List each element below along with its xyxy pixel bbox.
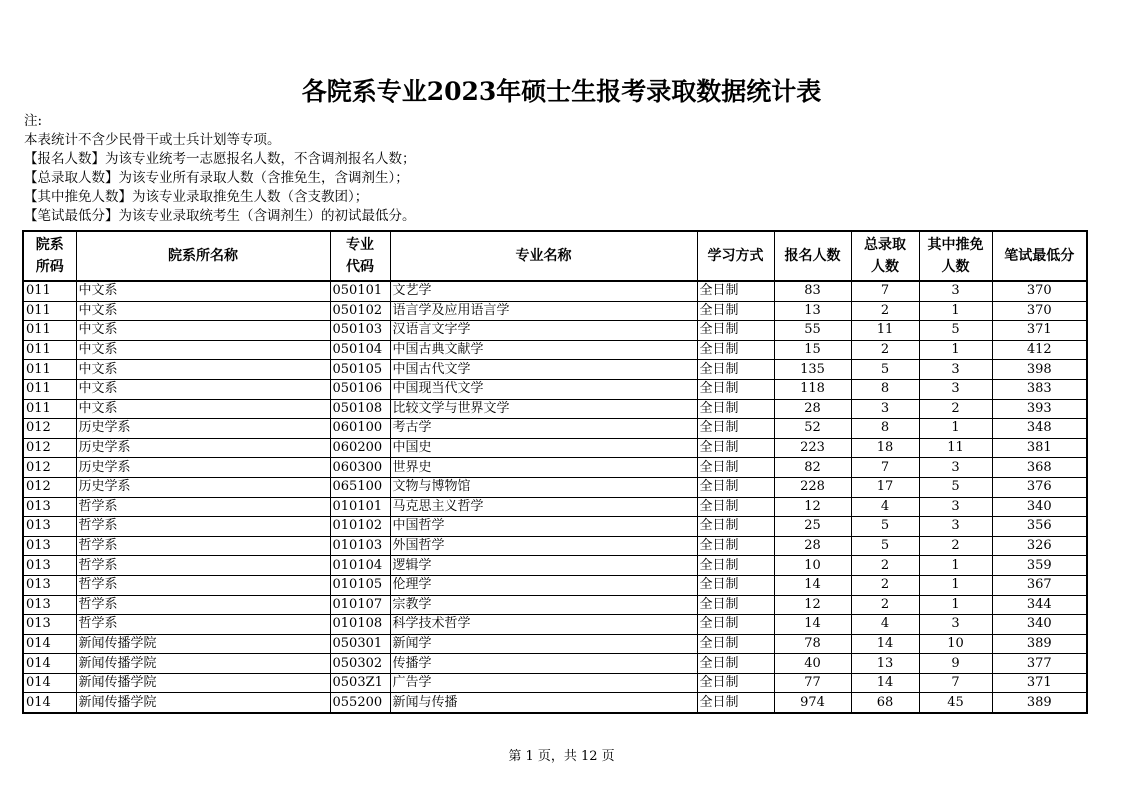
header-major-name: 专业名称 bbox=[390, 231, 697, 281]
cell-admitted: 2 bbox=[851, 575, 919, 595]
cell-exempt: 1 bbox=[919, 301, 992, 321]
cell-min-score: 359 bbox=[992, 556, 1087, 576]
cell-dept-code: 012 bbox=[23, 477, 76, 497]
cell-dept-code: 013 bbox=[23, 517, 76, 537]
cell-admitted: 14 bbox=[851, 634, 919, 654]
cell-study-mode: 全日制 bbox=[697, 595, 774, 615]
cell-min-score: 393 bbox=[992, 399, 1087, 419]
cell-major-code: 050108 bbox=[330, 399, 390, 419]
cell-exempt: 45 bbox=[919, 693, 992, 713]
cell-major-name: 汉语言文字学 bbox=[390, 321, 697, 341]
notes-block bbox=[24, 112, 416, 226]
cell-major-name: 科学技术哲学 bbox=[390, 615, 697, 635]
cell-study-mode: 全日制 bbox=[697, 379, 774, 399]
table-row bbox=[23, 693, 1087, 713]
cell-study-mode: 全日制 bbox=[697, 517, 774, 537]
cell-major-code: 050105 bbox=[330, 360, 390, 380]
cell-applicants: 52 bbox=[774, 419, 851, 439]
cell-exempt: 10 bbox=[919, 634, 992, 654]
cell-study-mode: 全日制 bbox=[697, 615, 774, 635]
cell-major-name: 中国史 bbox=[390, 438, 697, 458]
table-row bbox=[23, 575, 1087, 595]
table-row bbox=[23, 321, 1087, 341]
cell-major-code: 010107 bbox=[330, 595, 390, 615]
cell-major-name: 逻辑学 bbox=[390, 556, 697, 576]
table-row bbox=[23, 556, 1087, 576]
cell-dept-name: 历史学系 bbox=[76, 477, 330, 497]
cell-dept-code: 013 bbox=[23, 556, 76, 576]
page-footer: 第 1 页，共 12 页 bbox=[508, 749, 615, 764]
cell-dept-name: 哲学系 bbox=[76, 615, 330, 635]
cell-admitted: 2 bbox=[851, 340, 919, 360]
cell-applicants: 228 bbox=[774, 477, 851, 497]
cell-study-mode: 全日制 bbox=[697, 556, 774, 576]
cell-dept-name: 中文系 bbox=[76, 340, 330, 360]
cell-exempt: 5 bbox=[919, 477, 992, 497]
cell-min-score: 376 bbox=[992, 477, 1087, 497]
cell-major-name: 中国古典文献学 bbox=[390, 340, 697, 360]
cell-min-score: 381 bbox=[992, 438, 1087, 458]
cell-major-code: 050103 bbox=[330, 321, 390, 341]
cell-min-score: 326 bbox=[992, 536, 1087, 556]
cell-admitted: 7 bbox=[851, 458, 919, 478]
table-row bbox=[23, 379, 1087, 399]
cell-applicants: 135 bbox=[774, 360, 851, 380]
cell-exempt: 7 bbox=[919, 673, 992, 693]
cell-major-code: 060200 bbox=[330, 438, 390, 458]
table-row bbox=[23, 654, 1087, 674]
header-major-code: 专业 代码 bbox=[330, 231, 390, 281]
cell-dept-name: 新闻传播学院 bbox=[76, 654, 330, 674]
cell-dept-name: 历史学系 bbox=[76, 438, 330, 458]
cell-admitted: 7 bbox=[851, 281, 919, 301]
cell-dept-code: 013 bbox=[23, 536, 76, 556]
cell-applicants: 25 bbox=[774, 517, 851, 537]
cell-major-name: 宗教学 bbox=[390, 595, 697, 615]
cell-applicants: 28 bbox=[774, 536, 851, 556]
cell-applicants: 14 bbox=[774, 615, 851, 635]
cell-min-score: 389 bbox=[992, 693, 1087, 713]
cell-major-name: 文艺学 bbox=[390, 281, 697, 301]
header-study-mode: 学习方式 bbox=[697, 231, 774, 281]
cell-major-code: 050104 bbox=[330, 340, 390, 360]
table-row bbox=[23, 458, 1087, 478]
cell-study-mode: 全日制 bbox=[697, 693, 774, 713]
cell-admitted: 11 bbox=[851, 321, 919, 341]
cell-admitted: 68 bbox=[851, 693, 919, 713]
cell-dept-name: 历史学系 bbox=[76, 419, 330, 439]
cell-major-code: 050101 bbox=[330, 281, 390, 301]
cell-major-name: 中国哲学 bbox=[390, 517, 697, 537]
cell-admitted: 2 bbox=[851, 556, 919, 576]
cell-admitted: 4 bbox=[851, 615, 919, 635]
cell-major-code: 050301 bbox=[330, 634, 390, 654]
cell-dept-code: 014 bbox=[23, 634, 76, 654]
cell-study-mode: 全日制 bbox=[697, 321, 774, 341]
table-row bbox=[23, 517, 1087, 537]
note-line: 【笔试最低分】为该专业录取统考生（含调剂生）的初试最低分。 bbox=[24, 208, 416, 224]
table-row bbox=[23, 340, 1087, 360]
cell-major-code: 055200 bbox=[330, 693, 390, 713]
cell-major-name: 新闻学 bbox=[390, 634, 697, 654]
cell-major-code: 050102 bbox=[330, 301, 390, 321]
cell-study-mode: 全日制 bbox=[697, 497, 774, 517]
cell-study-mode: 全日制 bbox=[697, 634, 774, 654]
cell-min-score: 377 bbox=[992, 654, 1087, 674]
cell-applicants: 12 bbox=[774, 595, 851, 615]
cell-applicants: 28 bbox=[774, 399, 851, 419]
cell-study-mode: 全日制 bbox=[697, 438, 774, 458]
cell-admitted: 3 bbox=[851, 399, 919, 419]
cell-major-name: 文物与博物馆 bbox=[390, 477, 697, 497]
cell-dept-code: 012 bbox=[23, 419, 76, 439]
cell-exempt: 9 bbox=[919, 654, 992, 674]
cell-exempt: 1 bbox=[919, 575, 992, 595]
cell-dept-name: 哲学系 bbox=[76, 575, 330, 595]
cell-dept-code: 013 bbox=[23, 595, 76, 615]
cell-admitted: 18 bbox=[851, 438, 919, 458]
cell-exempt: 3 bbox=[919, 497, 992, 517]
cell-applicants: 118 bbox=[774, 379, 851, 399]
table-row bbox=[23, 419, 1087, 439]
header-dept-code: 院系 所码 bbox=[23, 231, 76, 281]
cell-major-code: 010108 bbox=[330, 615, 390, 635]
cell-major-name: 中国现当代文学 bbox=[390, 379, 697, 399]
cell-admitted: 5 bbox=[851, 517, 919, 537]
cell-exempt: 2 bbox=[919, 536, 992, 556]
table-row bbox=[23, 301, 1087, 321]
header-min-score: 笔试最低分 bbox=[992, 231, 1087, 281]
cell-study-mode: 全日制 bbox=[697, 360, 774, 380]
cell-min-score: 370 bbox=[992, 301, 1087, 321]
cell-dept-name: 中文系 bbox=[76, 379, 330, 399]
cell-exempt: 1 bbox=[919, 419, 992, 439]
cell-applicants: 78 bbox=[774, 634, 851, 654]
cell-dept-code: 012 bbox=[23, 458, 76, 478]
cell-dept-code: 011 bbox=[23, 321, 76, 341]
header-admitted: 总录取 人数 bbox=[851, 231, 919, 281]
table-row bbox=[23, 634, 1087, 654]
cell-dept-name: 新闻传播学院 bbox=[76, 673, 330, 693]
cell-min-score: 340 bbox=[992, 497, 1087, 517]
note-line: 注: bbox=[24, 113, 43, 129]
cell-major-name: 外国哲学 bbox=[390, 536, 697, 556]
cell-dept-name: 中文系 bbox=[76, 399, 330, 419]
table-row bbox=[23, 399, 1087, 419]
cell-applicants: 974 bbox=[774, 693, 851, 713]
cell-applicants: 12 bbox=[774, 497, 851, 517]
cell-applicants: 82 bbox=[774, 458, 851, 478]
header-dept-name: 院系所名称 bbox=[76, 231, 330, 281]
cell-admitted: 13 bbox=[851, 654, 919, 674]
cell-exempt: 3 bbox=[919, 458, 992, 478]
cell-major-name: 考古学 bbox=[390, 419, 697, 439]
cell-admitted: 17 bbox=[851, 477, 919, 497]
cell-applicants: 77 bbox=[774, 673, 851, 693]
cell-dept-code: 011 bbox=[23, 340, 76, 360]
cell-study-mode: 全日制 bbox=[697, 301, 774, 321]
note-line: 【其中推免人数】为该专业录取推免生人数（含支教团）； bbox=[24, 189, 369, 205]
admission-table bbox=[22, 230, 1088, 714]
cell-dept-code: 013 bbox=[23, 497, 76, 517]
cell-min-score: 340 bbox=[992, 615, 1087, 635]
cell-dept-name: 哲学系 bbox=[76, 536, 330, 556]
cell-dept-name: 哲学系 bbox=[76, 595, 330, 615]
cell-applicants: 10 bbox=[774, 556, 851, 576]
cell-major-code: 050302 bbox=[330, 654, 390, 674]
cell-applicants: 223 bbox=[774, 438, 851, 458]
cell-dept-name: 历史学系 bbox=[76, 458, 330, 478]
cell-dept-code: 011 bbox=[23, 379, 76, 399]
cell-min-score: 356 bbox=[992, 517, 1087, 537]
table-row bbox=[23, 595, 1087, 615]
cell-dept-name: 哲学系 bbox=[76, 556, 330, 576]
cell-major-name: 中国古代文学 bbox=[390, 360, 697, 380]
cell-major-name: 广告学 bbox=[390, 673, 697, 693]
cell-study-mode: 全日制 bbox=[697, 340, 774, 360]
cell-major-code: 010105 bbox=[330, 575, 390, 595]
header-applicants: 报名人数 bbox=[774, 231, 851, 281]
note-line: 【报名人数】为该专业统考一志愿报名人数，不含调剂报名人数； bbox=[24, 151, 416, 167]
cell-dept-name: 中文系 bbox=[76, 301, 330, 321]
cell-min-score: 412 bbox=[992, 340, 1087, 360]
table-row bbox=[23, 673, 1087, 693]
cell-major-name: 马克思主义哲学 bbox=[390, 497, 697, 517]
cell-admitted: 2 bbox=[851, 301, 919, 321]
cell-dept-code: 012 bbox=[23, 438, 76, 458]
cell-dept-code: 011 bbox=[23, 399, 76, 419]
cell-applicants: 15 bbox=[774, 340, 851, 360]
cell-exempt: 3 bbox=[919, 615, 992, 635]
cell-dept-name: 哲学系 bbox=[76, 517, 330, 537]
cell-study-mode: 全日制 bbox=[697, 673, 774, 693]
cell-applicants: 40 bbox=[774, 654, 851, 674]
cell-min-score: 371 bbox=[992, 673, 1087, 693]
cell-study-mode: 全日制 bbox=[697, 458, 774, 478]
cell-dept-code: 013 bbox=[23, 575, 76, 595]
cell-exempt: 1 bbox=[919, 556, 992, 576]
cell-major-name: 新闻与传播 bbox=[390, 693, 697, 713]
cell-dept-name: 哲学系 bbox=[76, 497, 330, 517]
cell-exempt: 1 bbox=[919, 340, 992, 360]
cell-study-mode: 全日制 bbox=[697, 399, 774, 419]
cell-study-mode: 全日制 bbox=[697, 575, 774, 595]
cell-min-score: 371 bbox=[992, 321, 1087, 341]
cell-study-mode: 全日制 bbox=[697, 477, 774, 497]
cell-dept-code: 011 bbox=[23, 281, 76, 301]
cell-dept-name: 中文系 bbox=[76, 281, 330, 301]
cell-exempt: 1 bbox=[919, 595, 992, 615]
cell-applicants: 83 bbox=[774, 281, 851, 301]
cell-major-name: 传播学 bbox=[390, 654, 697, 674]
cell-dept-code: 011 bbox=[23, 301, 76, 321]
cell-dept-name: 中文系 bbox=[76, 360, 330, 380]
cell-dept-code: 014 bbox=[23, 693, 76, 713]
cell-admitted: 4 bbox=[851, 497, 919, 517]
cell-exempt: 3 bbox=[919, 281, 992, 301]
cell-admitted: 8 bbox=[851, 379, 919, 399]
table-row bbox=[23, 536, 1087, 556]
cell-min-score: 344 bbox=[992, 595, 1087, 615]
cell-major-code: 010104 bbox=[330, 556, 390, 576]
cell-min-score: 368 bbox=[992, 458, 1087, 478]
table-body bbox=[23, 281, 1087, 713]
cell-min-score: 398 bbox=[992, 360, 1087, 380]
cell-admitted: 14 bbox=[851, 673, 919, 693]
cell-major-code: 065100 bbox=[330, 477, 390, 497]
cell-major-code: 010102 bbox=[330, 517, 390, 537]
cell-min-score: 367 bbox=[992, 575, 1087, 595]
cell-study-mode: 全日制 bbox=[697, 536, 774, 556]
cell-dept-code: 013 bbox=[23, 615, 76, 635]
cell-dept-code: 011 bbox=[23, 360, 76, 380]
cell-major-name: 世界史 bbox=[390, 458, 697, 478]
cell-major-name: 伦理学 bbox=[390, 575, 697, 595]
table-header-row bbox=[23, 231, 1087, 281]
cell-admitted: 2 bbox=[851, 595, 919, 615]
cell-major-name: 比较文学与世界文学 bbox=[390, 399, 697, 419]
cell-study-mode: 全日制 bbox=[697, 419, 774, 439]
cell-dept-code: 014 bbox=[23, 654, 76, 674]
cell-study-mode: 全日制 bbox=[697, 654, 774, 674]
table-row bbox=[23, 360, 1087, 380]
cell-applicants: 14 bbox=[774, 575, 851, 595]
cell-exempt: 3 bbox=[919, 379, 992, 399]
cell-dept-name: 新闻传播学院 bbox=[76, 634, 330, 654]
table-row bbox=[23, 497, 1087, 517]
note-line: 本表统计不含少民骨干或士兵计划等专项。 bbox=[24, 132, 281, 148]
cell-dept-name: 中文系 bbox=[76, 321, 330, 341]
cell-admitted: 8 bbox=[851, 419, 919, 439]
table-row bbox=[23, 438, 1087, 458]
cell-min-score: 348 bbox=[992, 419, 1087, 439]
cell-major-code: 050106 bbox=[330, 379, 390, 399]
cell-exempt: 3 bbox=[919, 517, 992, 537]
cell-major-name: 语言学及应用语言学 bbox=[390, 301, 697, 321]
cell-applicants: 13 bbox=[774, 301, 851, 321]
table-row bbox=[23, 281, 1087, 301]
cell-study-mode: 全日制 bbox=[697, 281, 774, 301]
table-row bbox=[23, 477, 1087, 497]
cell-applicants: 55 bbox=[774, 321, 851, 341]
cell-exempt: 3 bbox=[919, 360, 992, 380]
table-row bbox=[23, 615, 1087, 635]
cell-major-code: 010103 bbox=[330, 536, 390, 556]
page-title: 各院系专业2023年硕士生报考录取数据统计表 bbox=[301, 77, 822, 106]
note-line: 【总录取人数】为该专业所有录取人数（含推免生，含调剂生）； bbox=[24, 170, 409, 186]
cell-min-score: 383 bbox=[992, 379, 1087, 399]
cell-exempt: 2 bbox=[919, 399, 992, 419]
cell-major-code: 060300 bbox=[330, 458, 390, 478]
cell-major-code: 060100 bbox=[330, 419, 390, 439]
header-exempt: 其中推免 人数 bbox=[919, 231, 992, 281]
cell-min-score: 370 bbox=[992, 281, 1087, 301]
cell-admitted: 5 bbox=[851, 360, 919, 380]
cell-major-code: 0503Z1 bbox=[330, 673, 390, 693]
cell-major-code: 010101 bbox=[330, 497, 390, 517]
cell-admitted: 5 bbox=[851, 536, 919, 556]
cell-min-score: 389 bbox=[992, 634, 1087, 654]
cell-dept-code: 014 bbox=[23, 673, 76, 693]
cell-exempt: 5 bbox=[919, 321, 992, 341]
cell-exempt: 11 bbox=[919, 438, 992, 458]
cell-dept-name: 新闻传播学院 bbox=[76, 693, 330, 713]
